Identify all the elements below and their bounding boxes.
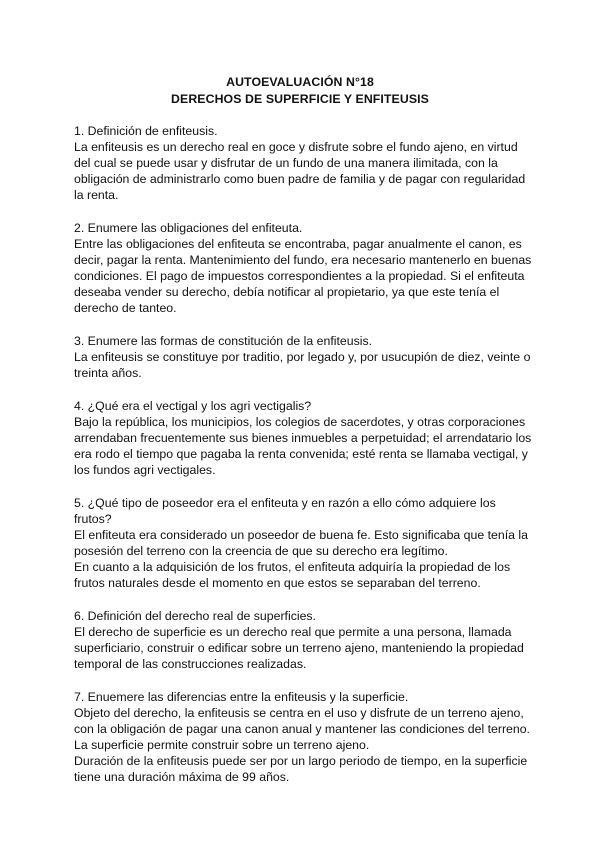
answer-text: La superficie permite construir sobre un terreno ajeno. xyxy=(74,738,370,752)
answer-text: El enfiteuta era considerado un poseedor de buena fe. Esto significaba que tenía la xyxy=(74,528,528,542)
question-section-4 xyxy=(74,398,544,478)
question-section-6 xyxy=(74,608,544,672)
question-text: 2. Enumere las obligaciones del enfiteuta. xyxy=(74,221,303,235)
question-section-1 xyxy=(74,123,544,203)
answer-text: decir, pagar la renta. Mantenimiento del fundo, era necesario mantenerlo en buenas xyxy=(74,253,532,267)
answer-text: temporal de las construcciones realizadas. xyxy=(74,657,307,671)
answer-text: del cual se puede usar y disfrutar de un fundo de una manera ilimitada, con la xyxy=(74,156,498,170)
question-text: frutos? xyxy=(74,512,112,526)
answer-text: derecho de tanteo. xyxy=(74,301,177,315)
answer-text: deseaba vender su derecho, debía notificar al propietario, ya que este tenía el xyxy=(74,285,500,299)
answer-text: La enfiteusis es un derecho real en goce y disfrute sobre el fundo ajeno, en virtud xyxy=(74,140,518,154)
document-subtitle: DERECHOS DE SUPERFICIE Y ENFITEUSIS xyxy=(171,92,429,106)
question-section-7 xyxy=(74,689,544,785)
answer-text: frutos naturales desde el momento en que estos se separaban del terreno. xyxy=(74,576,481,590)
question-text: 5. ¿Qué tipo de poseedor era el enfiteuta y en razón a ello cómo adquiere los xyxy=(74,496,496,510)
answer-text: era rodo el tiempo que pagaba la renta convenida; esté renta se llamaba vectigal, y xyxy=(74,447,528,461)
answer-text: Duración de la enfiteusis puede ser por un largo periodo de tiempo, en la superficie xyxy=(74,754,528,768)
answer-text: El derecho de superficie es un derecho real que permite a una persona, llamada xyxy=(74,625,512,639)
question-text: 7. Enuemere las diferencias entre la enfiteusis y la superficie. xyxy=(74,690,409,704)
question-text: 1. Definición de enfiteusis. xyxy=(74,124,218,138)
question-text: 6. Definición del derecho real de superficies. xyxy=(74,609,316,623)
answer-text: la renta. xyxy=(74,188,119,202)
answer-text: con la obligación de pagar una canon anual y mantener las condiciones del terreno. xyxy=(74,722,530,736)
document-body xyxy=(74,123,544,802)
answer-text: superficiario, construir o edificar sobre un terreno ajeno, manteniendo la propiedad xyxy=(74,641,524,655)
answer-text: Entre las obligaciones del enfiteuta se encontraba, pagar anualmente el canon, es xyxy=(74,237,522,251)
question-section-2 xyxy=(74,220,544,316)
answer-text: La enfiteusis se constituye por traditio, por legado y, por usucupión de diez, veinte o xyxy=(74,350,531,364)
answer-text: En cuanto a la adquisición de los frutos, el enfiteuta adquiría la propiedad de los xyxy=(74,560,511,574)
answer-text: Bajo la república, los municipios, los colegios de sacerdotes, y otras corporaciones xyxy=(74,415,526,429)
document-title: AUTOEVALUACIÓN N°18 xyxy=(226,75,374,89)
answer-text: treinta años. xyxy=(74,366,142,380)
answer-text: arrendaban frecuentemente sus bienes inmuebles a perpetuidad; el arrendatario los xyxy=(74,431,532,445)
answer-text: posesión del terreno con la creencia de que su derecho era legítimo. xyxy=(74,544,448,558)
question-section-5 xyxy=(74,495,544,591)
answer-text: obligación de administrarlo como buen padre de familia y de pagar con regularidad xyxy=(74,172,526,186)
question-text: 3. Enumere las formas de constitución de la enfiteusis. xyxy=(74,334,373,348)
document-header xyxy=(0,74,600,108)
answer-text: Objeto del derecho, la enfiteusis se centra en el uso y disfrute de un terreno ajeno, xyxy=(74,706,524,720)
question-text: 4. ¿Qué era el vectigal y los agri vectigalis? xyxy=(74,399,312,413)
answer-text: los fundos agri vectigales. xyxy=(74,463,216,477)
answer-text: condiciones. El pago de impuestos correspondientes a la propiedad. Si el enfiteuta xyxy=(74,269,525,283)
answer-text: tiene una duración máxima de 99 años. xyxy=(74,770,290,784)
question-section-3 xyxy=(74,333,544,381)
